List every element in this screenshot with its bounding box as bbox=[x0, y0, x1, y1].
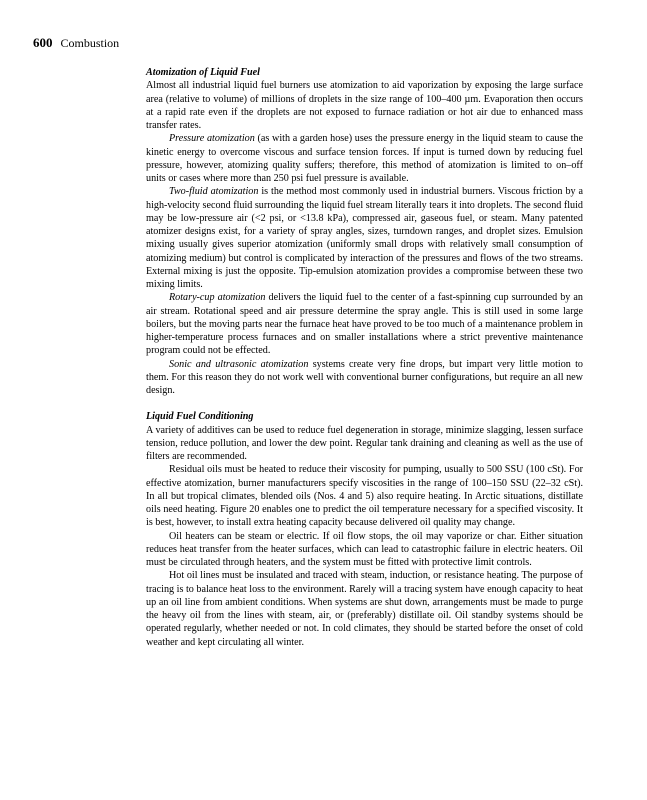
paragraph-text: (as with a garden hose) uses the pressure energy in the liquid steam to cause the kinetic energy to overcome viscous and surface tension forces. If input is turned down by reducing fuel pressure, however, atomizing quality suffers; therefore, this method of atomization is limited to on–off units or cases where more than 250 psi fuel pressure is available. bbox=[146, 133, 584, 184]
paragraph bbox=[146, 358, 583, 398]
paragraph bbox=[146, 132, 583, 185]
paragraph-text: A variety of additives can be used to reduce fuel degeneration in storage, minimize slagging, lessen surface tension, reduce pollution, and lower the dew point. Regular tank draining and cleaning as well as the use of filters are recommended. bbox=[146, 424, 583, 462]
paragraph bbox=[146, 463, 583, 529]
paragraph bbox=[146, 291, 583, 357]
paragraph bbox=[146, 569, 583, 649]
running-head-title: Combustion bbox=[60, 36, 120, 50]
paragraph-text: delivers the liquid fuel to the center of a fast-spinning cup surrounded by an air stream. Rotational speed and air pressure determine the spray angle. This is still used in some large boilers, but the moving parts near the furnace heat have proved to be too much of a maintenance problem in higher-temperature process furnaces and on smaller installations where a strict preventive maintenance program could not be effected. bbox=[146, 292, 583, 357]
page-number: 600 bbox=[33, 35, 53, 50]
paragraph bbox=[146, 530, 583, 570]
paragraph-text: systems create very fine drops, but impart very little motion to them. For this reason they do not work well with conventional burner configurations, but require an all new design. bbox=[146, 358, 583, 396]
paragraph-text: Almost all industrial liquid fuel burners use atomization to aid vaporization by exposing the large surface area (relative to volume) of millions of droplets in the size range of 100–400 µm. Evaporation then occurs at a rapid rate even if the droplets are not exposed to furnace radiation or hot air due to enhanced mass transfer rates. bbox=[146, 80, 583, 131]
paragraph-lead-term: Pressure atomization bbox=[169, 133, 255, 145]
paragraph-lead-term: Rotary-cup atomization bbox=[169, 292, 266, 304]
paragraph-text: is the method most commonly used in industrial burners. Viscous friction by a high-velocity second fluid surrounding the liquid fuel stream literally tears it into droplets. The second fluid may be low-pressure air (<2 psi, or <13.8 kPa), compressed air, gaseous fuel, or steam. Many patented atomizer designs exist, for a variety of spray angles, sizes, turndown ranges, and droplet sizes. Emulsion mixing usually gives superior atomization (uniformly small drops with relatively small consumption of atomizing medium) but control is complicated by interaction of the pressures and flows of the two streams. External mixing is just the opposite. Tip-emulsion atomization provides a compromise between these two mixing limits. bbox=[146, 186, 584, 290]
running-head bbox=[33, 36, 119, 50]
paragraph-text: Oil heaters can be steam or electric. If oil flow stops, the oil may vaporize or char. Either situation reduces heat transfer from the heater surfaces, which can lead to catastrophic failure in electric heaters. Oil must be circulated through heaters, and the system must be fitted with protective limit controls. bbox=[146, 530, 583, 568]
paragraph-lead-term: Sonic and ultrasonic atomization bbox=[169, 358, 309, 370]
section-heading-liquid-fuel-conditioning: Liquid Fuel Conditioning bbox=[146, 411, 254, 423]
paragraph bbox=[146, 424, 583, 464]
body-column bbox=[146, 66, 583, 649]
paragraph-text: Hot oil lines must be insulated and traced with steam, induction, or resistance heating. The purpose of tracing is to balance heat loss to the environment. Rarely will a tracing system have enough capacity to heat up an oil line from ambient conditions. When systems are shut down, arrangements must be made to purge the heavy oil from the lines with steam, air, or (preferably) distillate oil. Oil standby systems should be operated regularly, whether needed or not. In cold climates, they should be started before the onset of cold weather and kept circulating all winter. bbox=[146, 570, 583, 648]
paragraph-text: Residual oils must be heated to reduce their viscosity for pumping, usually to 500 SSU (100 cSt). For effective atomization, burner manufacturers specify viscosities in the range of 100–150 SSU (22–32 cSt). In all but tropical climates, blended oils (Nos. 4 and 5) also require heating. In Arctic situations, distillate oils need heating. Figure 20 enables one to predict the oil temperature necessary for a specified viscosity. It is best, however, to install extra heating capacity because delivered oil quality may change. bbox=[146, 464, 583, 529]
paragraph-lead-term: Two-fluid atomization bbox=[169, 186, 259, 198]
section-heading-atomization: Atomization of Liquid Fuel bbox=[146, 67, 260, 78]
paragraph bbox=[146, 79, 583, 132]
paragraph bbox=[146, 185, 583, 291]
